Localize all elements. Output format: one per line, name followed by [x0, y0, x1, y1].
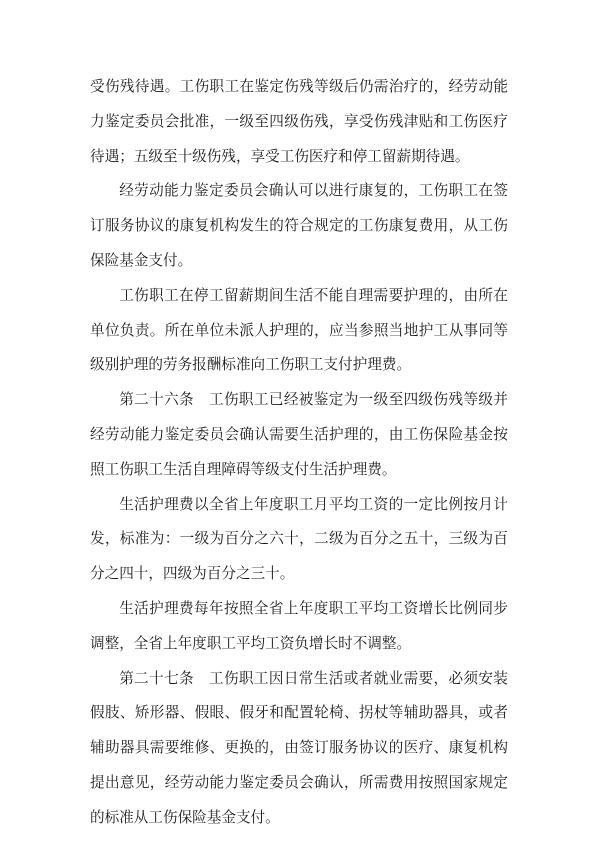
paragraph-article-27: 第二十七条 工伤职工因日常生活或者就业需要，必须安装假肢、矫形器、假眼、假牙和配置轮椅、拐杖等辅助器具，或者辅助器具需要维修、更换的，由签订服务协议的医疗、康复机构提出意见，经劳动能力鉴定委员会确认，所需费用按照国家规定的标准从工伤保险基金支付。 [90, 669, 508, 826]
paragraph-nursing-fee-adjustment: 生活护理费每年按照全省上年度职工平均工资增长比例同步调整，全省上年度职工平均工资负增长时不调整。 [90, 599, 508, 652]
paragraph-nursing-during-leave: 工伤职工在停工留薪期间生活不能自理需要护理的，由所在单位负责。所在单位未派人护理的，应当参照当地护工从事同等级别护理的劳务报酬标准向工伤职工支付护理费。 [90, 286, 508, 374]
paragraph-nursing-fee-standard: 生活护理费以全省上年度职工月平均工资的一定比例按月计发，标准为：一级为百分之六十，二级为百分之五十，三级为百分之四十，四级为百分之三十。 [90, 495, 508, 583]
paragraph-article-26: 第二十六条 工伤职工已经被鉴定为一级至四级伤残等级并经劳动能力鉴定委员会确认需要生活护理的，由工伤保险基金按照工伤职工生活自理障碍等级支付生活护理费。 [90, 391, 508, 478]
paragraph-continuation: 受伤残待遇。工伤职工在鉴定伤残等级后仍需治疗的，经劳动能力鉴定委员会批准，一级至四级伤残，享受伤残津贴和工伤医疗待遇；五级至十级伤残，享受工伤医疗和停工留薪期待遇。 [90, 78, 508, 165]
document-page [90, 70, 508, 836]
paragraph-rehabilitation: 经劳动能力鉴定委员会确认可以进行康复的，工伤职工在签订服务协议的康复机构发生的符合规定的工伤康复费用，从工伤保险基金支付。 [90, 182, 508, 269]
